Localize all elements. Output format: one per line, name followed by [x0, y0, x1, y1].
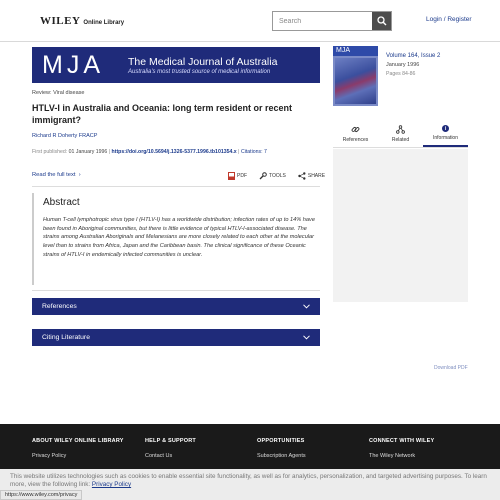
- journal-cover-image[interactable]: [333, 46, 378, 106]
- author-link[interactable]: Richard R Doherty FRACP: [32, 133, 98, 139]
- divider: [32, 290, 320, 291]
- journal-tagline: Australia's most trusted source of medical information: [128, 68, 271, 75]
- divider: [32, 186, 320, 187]
- tools-label: TOOLS: [269, 173, 286, 179]
- link-icon: [351, 125, 360, 134]
- article-title: HTLV-I in Australia and Oceania: long term resident or recent immigrant?: [32, 103, 293, 126]
- footer-heading: OPPORTUNITIES: [257, 438, 305, 444]
- volume-issue-link[interactable]: Volume 164, Issue 2: [386, 53, 441, 59]
- references-accordion-label: References: [42, 303, 77, 310]
- doi-link[interactable]: https://doi.org/10.5694/j.1326-5377.1996.tb101354.x: [111, 149, 237, 155]
- wiley-logo[interactable]: [40, 15, 124, 27]
- footer-heading: CONNECT WITH WILEY: [369, 438, 435, 444]
- brand-subtitle: Online Library: [83, 20, 125, 26]
- cover-artwork: [335, 58, 376, 104]
- read-full-text-link[interactable]: [32, 172, 81, 178]
- footer-link-privacy[interactable]: Privacy Policy: [32, 453, 67, 459]
- publication-info: [32, 149, 267, 155]
- network-icon: [396, 125, 405, 134]
- brand-name: WILEY: [40, 15, 81, 27]
- journal-banner[interactable]: [32, 47, 320, 83]
- cookie-text-block: [10, 473, 495, 489]
- cookie-message: This website utilizes technologies such as cookies to enable essential site functionality, as well as for analytics, personalization, and targeted advertising purposes. To learn more, view the following link:: [10, 473, 487, 489]
- share-button[interactable]: [298, 172, 325, 180]
- search-box: [272, 11, 392, 31]
- citations-link[interactable]: Citations: 7: [240, 149, 267, 155]
- browser-status-url: https://www.wiley.com/privacy: [0, 490, 82, 500]
- share-label: SHARE: [307, 173, 326, 179]
- footer-heading: ABOUT WILEY ONLINE LIBRARY: [32, 438, 124, 444]
- information-panel: [333, 149, 468, 302]
- first-published-date: 01 January 1996: [68, 149, 108, 155]
- journal-abbrev: MJA: [42, 50, 104, 79]
- read-full-text-label: Read the full text: [32, 172, 76, 178]
- footer-heading: HELP & SUPPORT: [145, 438, 196, 444]
- pdf-icon: [228, 172, 235, 180]
- footer-link-subscription-agents[interactable]: Subscription Agents: [257, 453, 306, 459]
- footer-link-contact[interactable]: Contact Us: [145, 453, 173, 459]
- separator: |: [108, 149, 112, 155]
- citing-literature-label: Citing Literature: [42, 334, 90, 341]
- article-tools: [228, 172, 325, 180]
- download-pdf-link[interactable]: Download PDF: [434, 365, 468, 371]
- journal-title: The Medical Journal of Australia: [128, 55, 278, 68]
- tab-related[interactable]: [378, 120, 423, 147]
- pdf-button[interactable]: [228, 172, 247, 180]
- share-icon: [298, 172, 306, 180]
- info-icon: i: [442, 125, 449, 132]
- first-published-label: First published:: [32, 149, 68, 155]
- pdf-label: PDF: [237, 173, 247, 179]
- tab-references-label: References: [342, 137, 369, 143]
- footer-link-wiley-network[interactable]: The Wiley Network: [369, 453, 416, 459]
- footer-column-about: [32, 438, 124, 459]
- separator: |: [238, 149, 241, 155]
- cover-label: MJA: [333, 46, 378, 56]
- wrench-icon: [259, 172, 267, 180]
- chevron-down-icon: [303, 335, 310, 340]
- right-panel-tabs: [333, 120, 468, 148]
- article-section: Review: Viral disease: [32, 90, 85, 96]
- references-accordion[interactable]: [32, 298, 320, 315]
- footer-column-help: [145, 438, 196, 459]
- abstract-section: [32, 193, 320, 285]
- search-button[interactable]: [372, 12, 391, 30]
- citing-literature-accordion[interactable]: [32, 329, 320, 346]
- chevron-right-icon: ›: [77, 172, 81, 178]
- login-register-link[interactable]: Login / Register: [426, 16, 472, 23]
- cookie-privacy-link[interactable]: Privacy Policy: [91, 481, 132, 489]
- footer-column-connect: [369, 438, 434, 459]
- journal-banner-text: [120, 56, 277, 75]
- abstract-text: Human T-cell lymphotropic virus type I (HTLV-I) has a worldwide distribution; infection rates of up to 14% have been found in Aboriginal communities, but there is little evidence of typical HTLV-I-associated disease. The strains among Australian Aboriginals and Melanesians are more closely related to each other at the molecular level than to strains from Africa, Japan and the Caribbean basin. The clinical significance of these Oceanic strains of HTLV-I in endemically infected communities is unclear.: [43, 217, 315, 258]
- chevron-down-icon: [303, 304, 310, 309]
- top-header: [0, 0, 500, 42]
- footer-column-opportunities: [257, 438, 306, 459]
- search-input[interactable]: [273, 12, 372, 30]
- issue-pages: Pages 84-86: [386, 71, 416, 77]
- tools-button[interactable]: [259, 172, 286, 180]
- tab-information-label: Information: [432, 135, 458, 141]
- abstract-heading: Abstract: [43, 197, 80, 208]
- issue-date: January 1996: [386, 62, 420, 68]
- tab-references[interactable]: [333, 120, 378, 147]
- search-icon: [377, 16, 387, 26]
- tab-related-label: Related: [391, 137, 410, 143]
- tab-information[interactable]: [423, 120, 468, 147]
